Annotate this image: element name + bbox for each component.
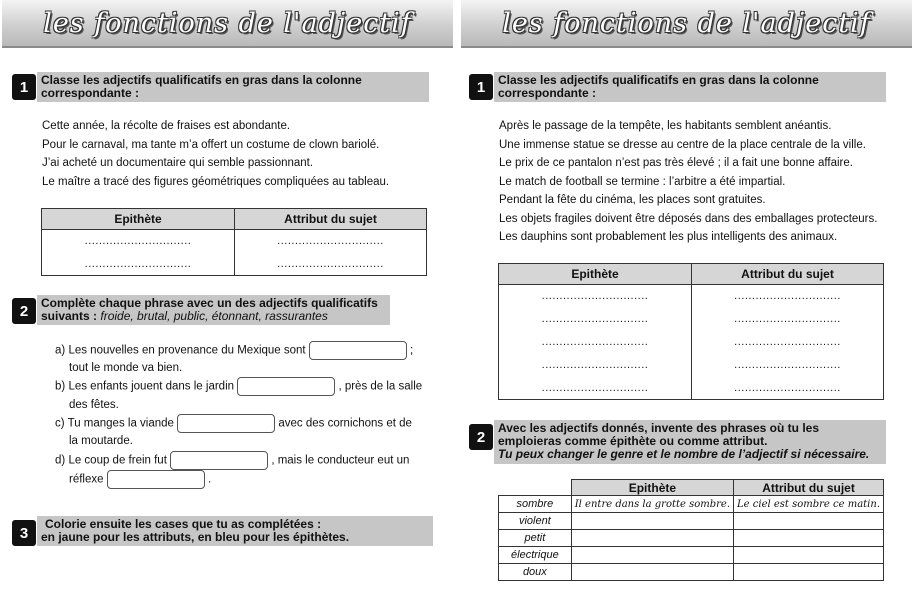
epithete-cell[interactable] bbox=[571, 530, 733, 547]
item-d bbox=[55, 451, 409, 469]
item-text: avec des cornichons et de bbox=[278, 417, 412, 430]
answer-blank[interactable]: .............................. bbox=[499, 285, 692, 308]
instruction-line: Colorie ensuite les cases que tu as complétées : bbox=[45, 517, 322, 531]
page-title: les fonctions de l'adjectif bbox=[43, 7, 412, 39]
exercise-1-instruction: Classe les adjectifs qualificatifs en gras dans la colonne correspondante : bbox=[494, 72, 886, 102]
epithete-cell[interactable]: Il entre dans la grotte sombre. bbox=[571, 496, 733, 513]
exercise-2-instruction bbox=[494, 420, 886, 464]
item-b bbox=[55, 377, 422, 395]
attribut-cell[interactable] bbox=[734, 547, 884, 564]
item-text: Les nouvelles en provenance du Mexique sont bbox=[68, 344, 306, 357]
title-banner bbox=[2, 0, 453, 48]
answer-blank[interactable]: .............................. bbox=[499, 308, 692, 331]
sentence: Le prix de ce pantalon n’est pas très élevé ; il a fait une bonne affaire. bbox=[499, 157, 853, 169]
table-row bbox=[499, 530, 884, 547]
page-title: les fonctions de l'adjectif bbox=[502, 7, 871, 39]
exercise-2-instruction bbox=[37, 295, 390, 325]
answer-box[interactable] bbox=[177, 414, 275, 433]
item-label: a) bbox=[55, 344, 66, 357]
attribut-cell[interactable]: Le ciel est sombre ce matin. bbox=[734, 496, 884, 513]
column-header-epithete: Epithète bbox=[499, 264, 692, 285]
answer-blank[interactable]: .............................. bbox=[42, 230, 235, 253]
item-text: Les enfants jouent dans le jardin bbox=[68, 380, 235, 393]
classification-table bbox=[498, 263, 884, 400]
item-text: , près de la salle bbox=[338, 380, 423, 393]
column-header-epithete: Epithète bbox=[42, 209, 235, 230]
item-text: ; bbox=[410, 344, 414, 357]
answer-blank[interactable]: .............................. bbox=[42, 253, 235, 276]
item-text: réflexe bbox=[69, 473, 104, 486]
item-label: b) bbox=[55, 380, 66, 393]
answer-blank[interactable]: .............................. bbox=[692, 285, 884, 308]
word-list: froide, brutal, public, étonnant, rassurantes bbox=[100, 309, 328, 323]
exercise-number-2: 2 bbox=[12, 298, 36, 324]
column-header-attribut: Attribut du sujet bbox=[692, 264, 884, 285]
item-label: d) bbox=[55, 454, 66, 467]
table-row bbox=[499, 564, 884, 581]
adjective-cell: violent bbox=[499, 513, 572, 530]
column-header-attribut: Attribut du sujet bbox=[734, 480, 884, 496]
adjective-cell: petit bbox=[499, 530, 572, 547]
sentence: Le maître a tracé des figures géométriques compliquées au tableau. bbox=[42, 175, 390, 188]
column-header-attribut: Attribut du sujet bbox=[235, 209, 427, 230]
table-row bbox=[499, 496, 884, 513]
sentence: Le match de football se termine : l’arbitre a été impartial. bbox=[499, 175, 786, 188]
answer-blank[interactable]: .............................. bbox=[692, 331, 884, 354]
sentence: Les dauphins sont probablement les plus intelligents des animaux. bbox=[499, 231, 838, 243]
answer-blank[interactable]: .............................. bbox=[235, 253, 427, 276]
answer-blank[interactable]: .............................. bbox=[499, 377, 692, 400]
instruction-line: en jaune pour les attributs, en bleu pour les épithètes. bbox=[41, 530, 350, 544]
item-a bbox=[55, 341, 413, 359]
instruction-line: Tu peux changer le genre et le nombre de l’adjectif si nécessaire. bbox=[498, 447, 870, 461]
column-header-epithete: Epithète bbox=[571, 480, 733, 496]
exercise-number-3: 3 bbox=[12, 520, 36, 546]
item-d-continuation bbox=[69, 470, 211, 488]
item-c-continuation: la moutarde. bbox=[69, 435, 133, 447]
exercise-1-instruction: Classe les adjectifs qualificatifs en gras dans la colonne correspondante : bbox=[37, 72, 429, 102]
attribut-cell[interactable] bbox=[734, 530, 884, 547]
item-c bbox=[55, 414, 412, 432]
answer-box[interactable] bbox=[170, 451, 268, 470]
item-label: c) bbox=[55, 417, 65, 430]
classification-table bbox=[41, 208, 427, 276]
item-text: Le coup de frein fut bbox=[68, 454, 167, 467]
answer-blank[interactable]: .............................. bbox=[499, 354, 692, 377]
answer-blank[interactable]: .............................. bbox=[692, 377, 884, 400]
adjective-cell: sombre bbox=[499, 496, 572, 513]
answer-box[interactable] bbox=[107, 470, 205, 489]
adjective-cell: électrique bbox=[499, 547, 572, 564]
sentence: Cette année, la récolte de fraises est abondante. bbox=[42, 120, 291, 132]
left-worksheet bbox=[0, 0, 455, 604]
answer-box[interactable] bbox=[309, 341, 407, 360]
exercise-1-sentences bbox=[499, 117, 877, 247]
corner-cell bbox=[499, 480, 572, 496]
item-a-continuation: tout le monde va bien. bbox=[69, 362, 183, 374]
title-banner bbox=[461, 0, 912, 48]
sentence: Les objets fragiles doivent être déposés dans des emballages protecteurs. bbox=[499, 212, 878, 225]
item-text: . bbox=[207, 473, 212, 486]
table-row bbox=[499, 513, 884, 530]
answer-blank[interactable]: .............................. bbox=[235, 230, 427, 253]
sentence: Après le passage de la tempête, les habitants semblent anéantis. bbox=[499, 120, 832, 132]
epithete-cell[interactable] bbox=[571, 564, 733, 581]
right-worksheet bbox=[459, 0, 914, 604]
attribut-cell[interactable] bbox=[734, 564, 884, 581]
epithete-cell[interactable] bbox=[571, 547, 733, 564]
exercise-1-sentences bbox=[42, 117, 389, 191]
answer-blank[interactable]: .............................. bbox=[499, 331, 692, 354]
exercise-number-1: 1 bbox=[469, 74, 493, 100]
item-text: , mais le conducteur eut un bbox=[271, 454, 410, 467]
exercise-number-2: 2 bbox=[469, 424, 493, 450]
sentence-table bbox=[498, 479, 884, 581]
instruction-line: Avec les adjectifs donnés, invente des phrases où tu les emploieras comme épithète ou comme attribut. bbox=[498, 421, 819, 448]
instruction-text: Complète chaque phrase avec un des adjectifs qualificatifs suivants : bbox=[41, 296, 378, 323]
exercise-number-1: 1 bbox=[12, 74, 36, 100]
sentence: J’ai acheté un documentaire qui semble passionnant. bbox=[42, 157, 314, 169]
table-row bbox=[499, 547, 884, 564]
adjective-cell: doux bbox=[499, 564, 572, 581]
answer-blank[interactable]: .............................. bbox=[692, 308, 884, 331]
sentence: Pendant la fête du cinéma, les places sont gratuites. bbox=[499, 194, 766, 206]
exercise-3-instruction bbox=[37, 516, 433, 546]
answer-blank[interactable]: .............................. bbox=[692, 354, 884, 377]
item-text: Tu manges la viande bbox=[67, 417, 174, 430]
attribut-cell[interactable] bbox=[734, 513, 884, 530]
epithete-cell[interactable] bbox=[571, 513, 733, 530]
item-b-continuation: des fêtes. bbox=[69, 399, 119, 411]
sentence: Pour le carnaval, ma tante m’a offert un costume de clown bariolé. bbox=[42, 138, 380, 151]
answer-box[interactable] bbox=[237, 377, 335, 396]
sentence: Une immense statue se dresse au centre de la place centrale de la ville. bbox=[499, 138, 866, 151]
